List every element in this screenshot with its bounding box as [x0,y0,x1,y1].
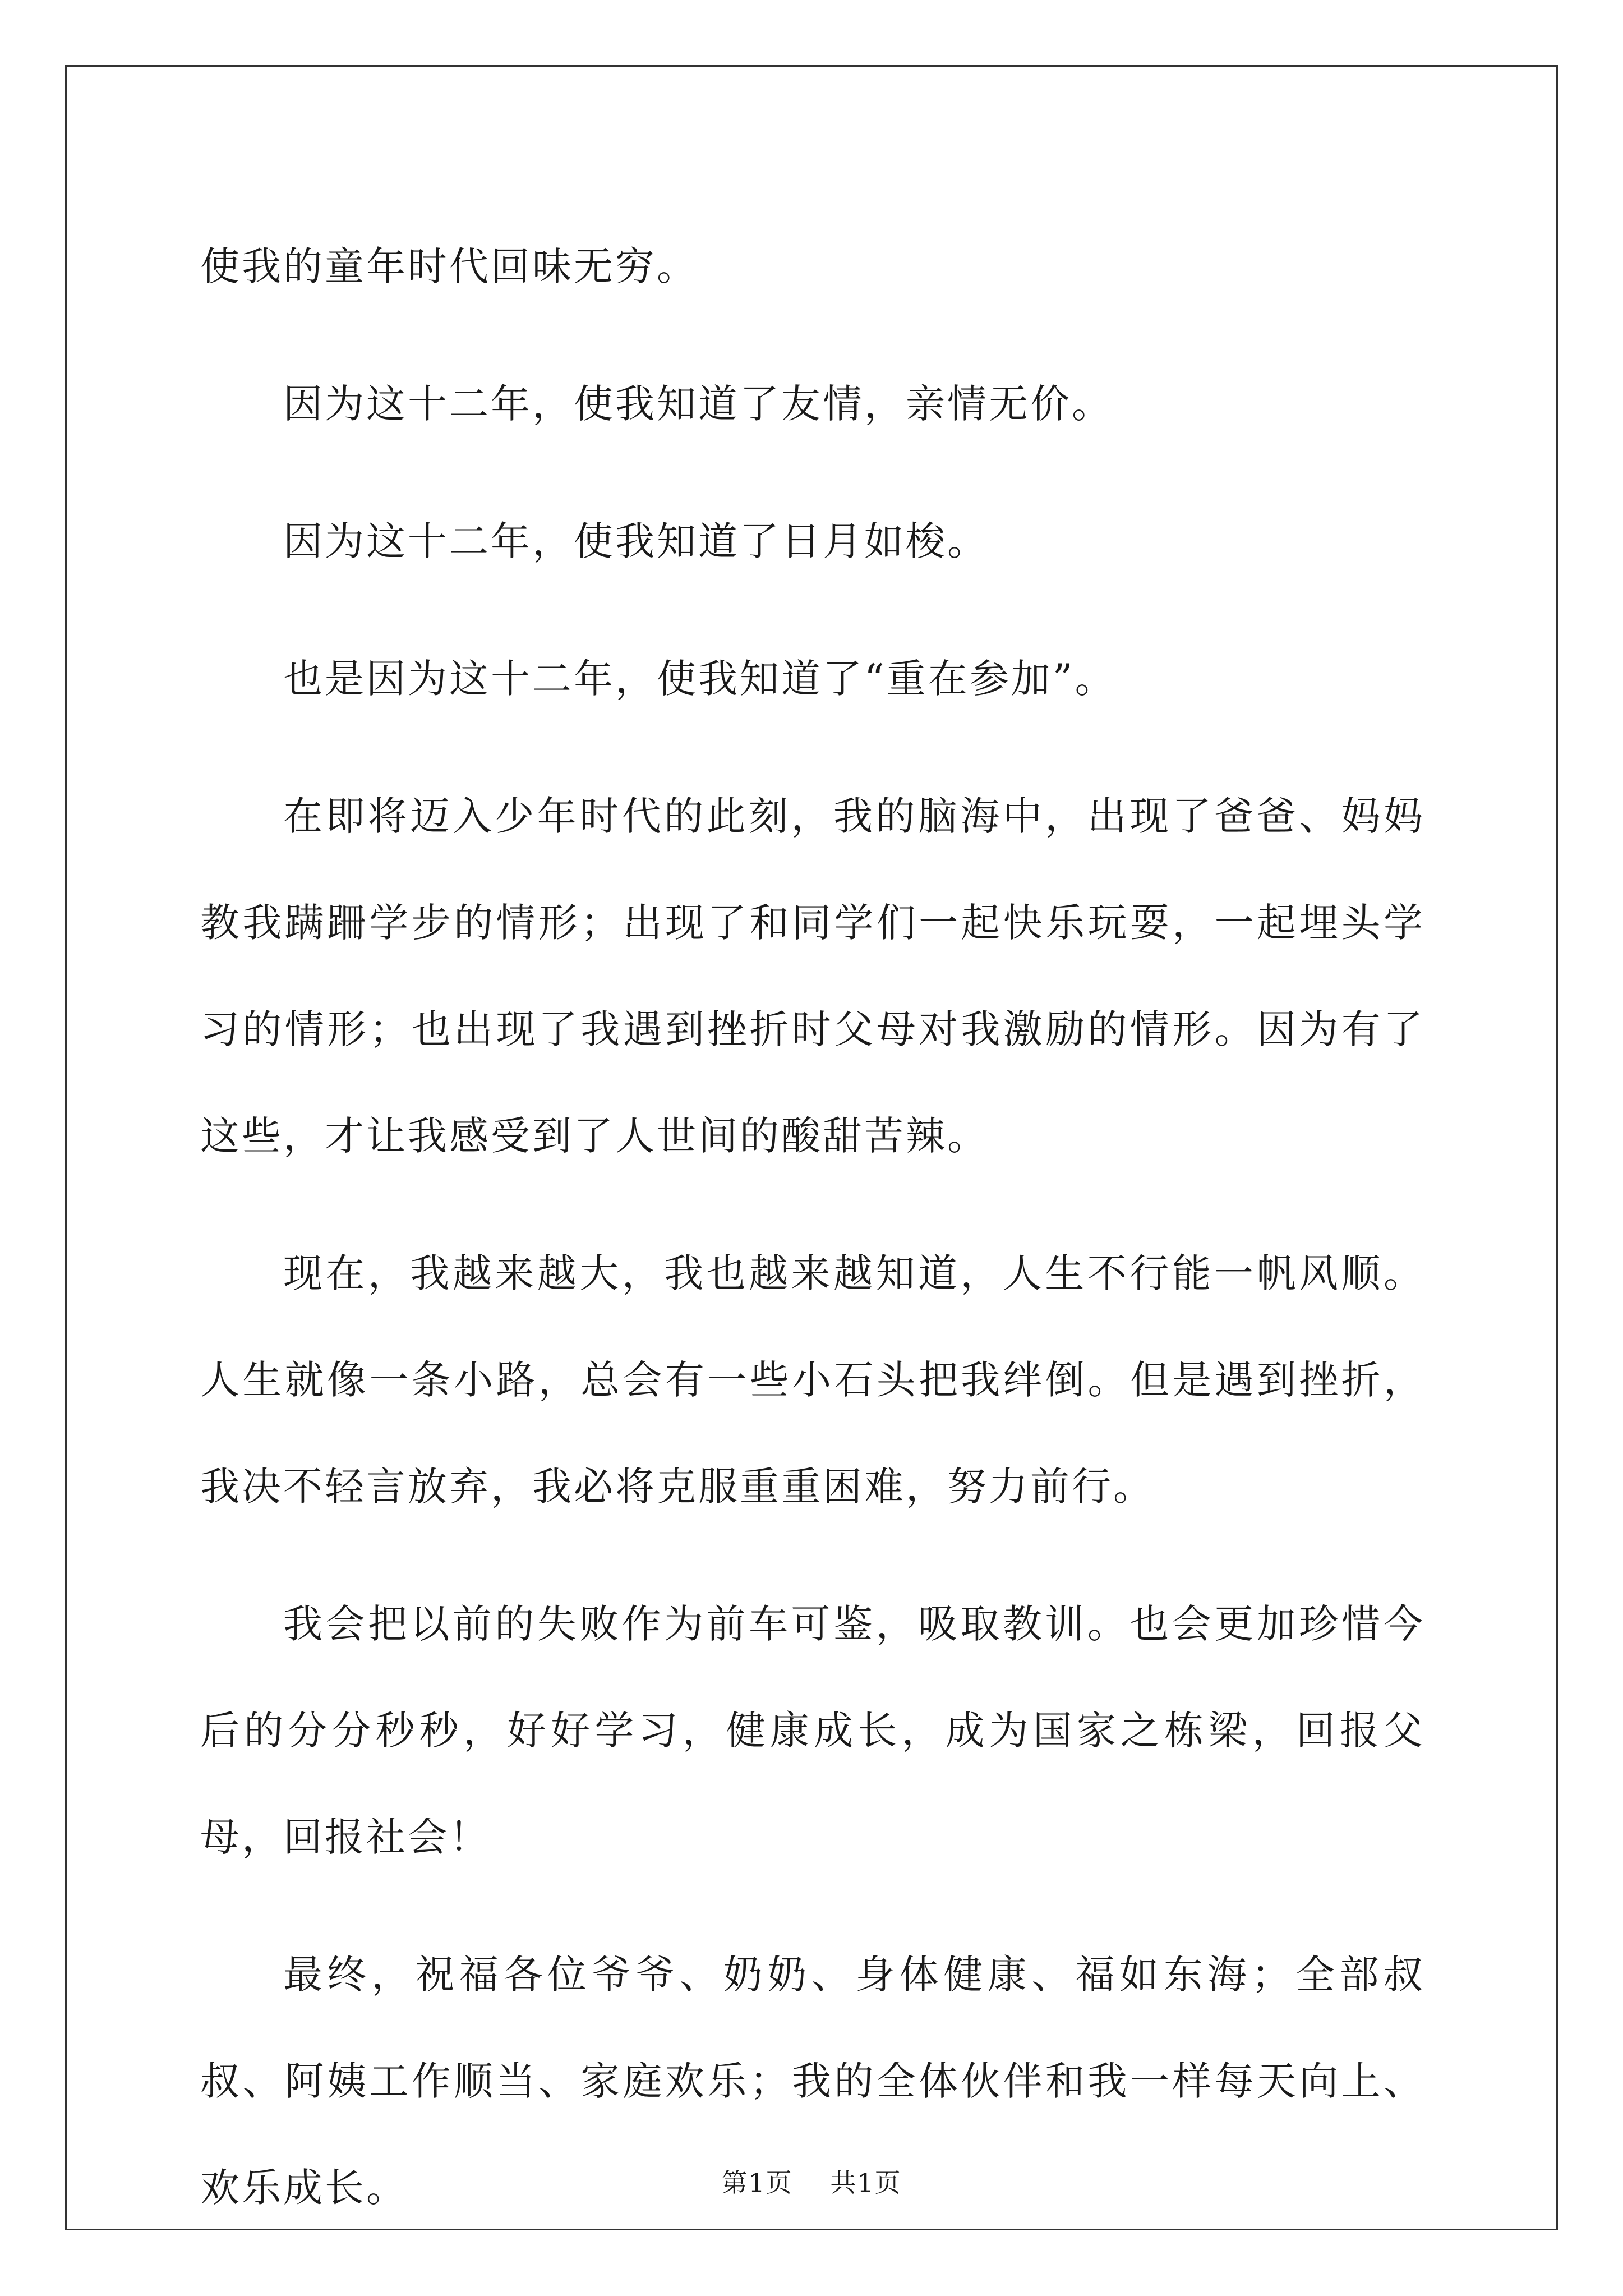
page-number-total: 共1页 [830,2168,902,2198]
paragraph-8: 最终，祝福各位爷爷、奶奶、身体健康、福如东海；全部叔叔、阿姨工作顺当、家庭欢乐；我的全体伙伴和我一样每天向上、欢乐成长。 [200,1952,1425,2211]
paragraph-3: 因为这十二年，使我知道了日月如梭。 [283,518,989,564]
document-body [200,213,1425,2272]
paragraph-7: 我会把以前的失败作为前车可鉴，吸取教训。也会更加珍惜今后的分分秒秒，好好学习，健康成长，成为国家之栋梁，回报父母，回报社会！ [200,1601,1425,1860]
page-number-current: 第1页 [721,2168,793,2198]
paragraph-4: 也是因为这十二年，使我知道了“重在参加”。 [283,656,1117,702]
paragraph-2: 因为这十二年，使我知道了友情，亲情无价。 [283,381,1113,427]
page-footer [0,2162,1623,2200]
paragraph-1: 使我的童年时代回味无穷。 [200,243,698,289]
paragraph-5: 在即将迈入少年时代的此刻，我的脑海中，出现了爸爸、妈妈教我蹒跚学步的情形；出现了和同学们一起快乐玩耍，一起埋头学习的情形；也出现了我遇到挫折时父母对我激励的情形。因为有了这些，才让我感受到了人世间的酸甜苦辣。 [200,793,1425,1159]
paragraph-6: 现在，我越来越大，我也越来越知道，人生不行能一帆风顺。人生就像一条小路，总会有一些小石头把我绊倒。但是遇到挫折，我决不轻言放弃，我必将克服重重困难，努力前行。 [200,1250,1425,1510]
